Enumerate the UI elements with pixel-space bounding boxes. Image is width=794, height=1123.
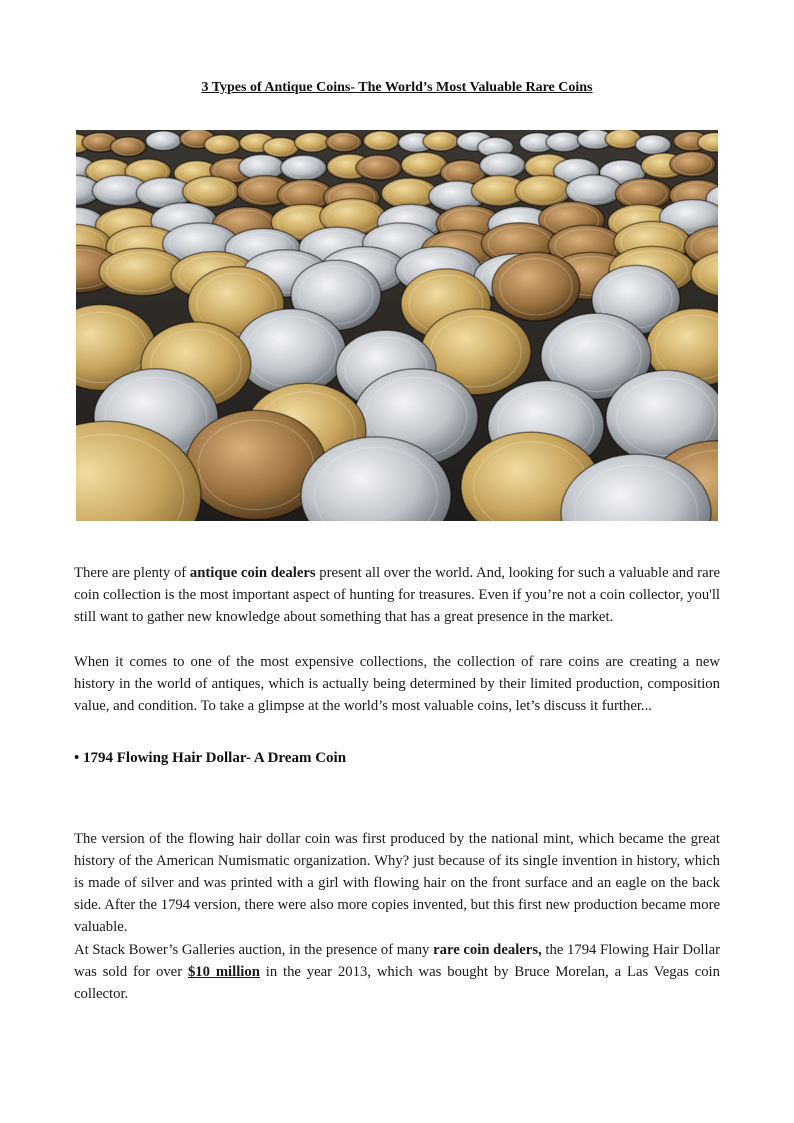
coin-shape <box>670 152 716 177</box>
coin-shape <box>546 132 582 152</box>
flowing-hair-history-paragraph: The version of the flowing hair dollar coin was first produced by the national mint, which became the great history of the American Numismatic organization. Why? just because of its single invention in history, which is made of silver and was printed with a girl with flowing hair on the front surface and an eagle on the back side. After the 1794 version, there were also more copies invented, but this first new production became more valuable. <box>74 831 720 935</box>
intro-paragraph: There are plenty of antique coin dealers present all over the world. And, looking for such a valuable and rare coin collection is the most important aspect of hunting for treasures. Even if you’re not a coin collector, you'll still want to gather new knowledge about something that has a great presence in the market. <box>74 565 721 625</box>
coin-shape <box>295 133 331 153</box>
coin-shape <box>480 153 526 178</box>
auction-paragraph: At Stack Bower’s Galleries auction, in the presence of many rare coin dealers, the 1794 Flowing Hair Dollar was sold for over $10 million in the year 2013, which was bought by Bruce Morelan, a Las Vegas coin collector. <box>74 942 720 1002</box>
coin-shape <box>326 132 362 152</box>
coin-shape <box>204 135 240 155</box>
ten-million-link[interactable]: $10 million <box>187 964 260 980</box>
coin-shape <box>492 252 580 321</box>
page-title: 3 Types of Antique Coins- The World’s Most Valuable Rare Coins <box>201 80 593 95</box>
coin-shape <box>423 131 459 151</box>
coin-shape <box>183 176 239 207</box>
antique-coin-dealers-emphasis: antique coin dealers <box>189 565 316 581</box>
coin-shape <box>363 131 399 151</box>
coin-shape <box>236 309 346 395</box>
context-paragraph: When it comes to one of the most expensive collections, the collection of rare coins are creating a new history in the world of antiques, which is actually being determined by their limited production, composition value, and condition. To take a glimpse at the world’s most valuable coins, let’s discuss it further... <box>74 654 720 714</box>
coin-shape <box>146 131 182 151</box>
coin-shape <box>281 155 327 180</box>
coins-photo <box>76 130 718 521</box>
rare-coin-dealers-emphasis: rare coin dealers, <box>433 942 542 958</box>
section-heading-flowing-hair: • 1794 Flowing Hair Dollar- A Dream Coin <box>74 750 347 766</box>
coins-photo-icon <box>76 130 718 521</box>
coin-shape <box>110 137 146 157</box>
coin-shape <box>356 155 402 180</box>
coin-shape <box>635 135 671 155</box>
